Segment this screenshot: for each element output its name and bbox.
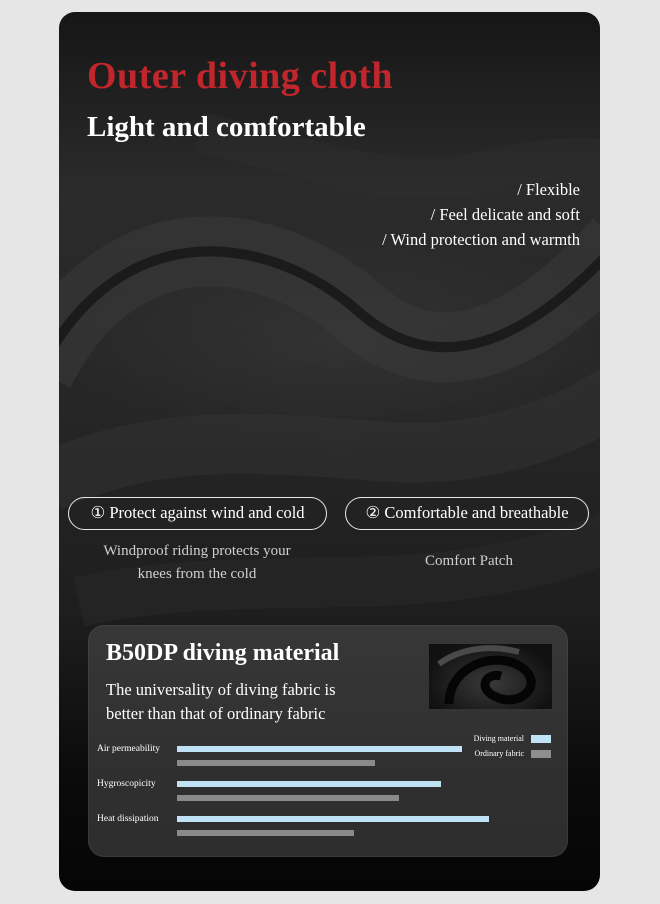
material-panel	[88, 625, 568, 857]
legend-swatch	[531, 750, 551, 758]
fabric-thumbnail	[429, 644, 552, 709]
highlight-wind-protection: ① Protect against wind and cold	[68, 497, 327, 530]
bar-diving-material	[177, 746, 462, 752]
chart-legend	[474, 732, 551, 762]
bar-ordinary-fabric	[177, 830, 354, 836]
bar-diving-material	[177, 816, 489, 822]
highlight-breathable: ② Comfortable and breathable	[345, 497, 589, 530]
legend-item	[474, 747, 551, 761]
metric-label: Air permeability	[97, 744, 161, 754]
legend-item	[474, 732, 551, 746]
desc-line: knees from the cold	[137, 566, 257, 582]
bar-ordinary-fabric	[177, 795, 399, 801]
bar-ordinary-fabric	[177, 760, 375, 766]
bar-diving-material	[177, 781, 441, 787]
feature-item: / Flexible	[517, 180, 580, 199]
feature-list	[382, 177, 580, 252]
fabric-swirl-image	[429, 644, 552, 709]
desc-line: Comfort Patch	[425, 553, 513, 569]
highlight-wind-protection-desc	[77, 540, 317, 586]
feature-item: / Wind protection and warmth	[382, 230, 580, 249]
desc-line: better than that of ordinary fabric	[106, 704, 326, 723]
page-subtitle: Light and comfortable	[87, 111, 366, 143]
desc-line: The universality of diving fabric is	[106, 680, 336, 699]
metric-label: Heat dissipation	[97, 814, 159, 824]
product-card	[59, 12, 600, 891]
highlight-breathable-desc	[359, 550, 579, 573]
legend-label: Diving material	[473, 734, 524, 743]
feature-item: / Feel delicate and soft	[430, 205, 580, 224]
legend-label: Ordinary fabric	[474, 749, 524, 758]
material-desc	[106, 678, 406, 726]
material-title: B50DP diving material	[106, 640, 340, 666]
legend-swatch	[531, 735, 551, 743]
metric-label: Hygroscopicity	[97, 779, 156, 789]
desc-line: Windproof riding protects your	[103, 543, 291, 559]
page-title: Outer diving cloth	[87, 55, 393, 97]
